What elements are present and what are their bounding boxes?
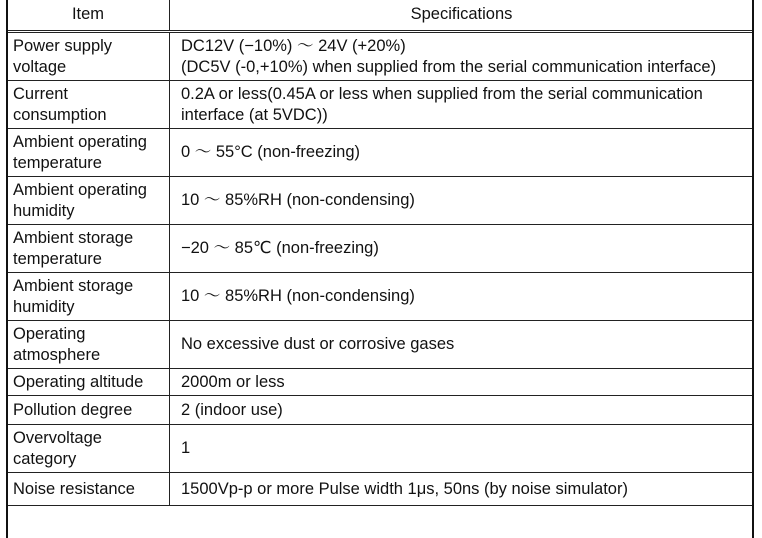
table-row [7, 177, 754, 225]
row-spec [170, 177, 754, 225]
spec-line: 1 [181, 439, 191, 457]
row-item [7, 273, 170, 321]
item-line: voltage [13, 57, 67, 76]
table-row [7, 32, 754, 81]
spec-line: DC12V (−10%) 〜 24V (+20%) [181, 36, 406, 55]
row-item [7, 321, 170, 369]
table-left-border [6, 0, 8, 538]
row-item [7, 81, 170, 129]
item-line: Operating altitude [13, 372, 144, 391]
row-spec [170, 32, 754, 81]
row-spec [170, 396, 754, 425]
row-spec [170, 321, 754, 369]
spec-line: (DC5V (-0,+10%) when supplied from the serial communication interface) [181, 57, 717, 76]
table-row [7, 321, 754, 369]
item-line: Ambient storage [13, 228, 134, 247]
spec-line: 2000m or less [181, 372, 285, 391]
item-line: temperature [13, 153, 102, 172]
spec-line: 1500Vp-p or more Pulse width 1μs, 50ns (by noise simulator) [181, 479, 628, 498]
spec-line: −20 〜 85℃ (non-freezing) [181, 239, 379, 257]
item-line: humidity [13, 297, 75, 316]
table-row [7, 81, 754, 129]
spec-line: 10 〜 85%RH (non-condensing) [181, 191, 415, 209]
item-column-header: Item [7, 0, 170, 32]
specifications-column-header: Specifications [170, 0, 754, 32]
row-spec [170, 225, 754, 273]
table-header-row [7, 0, 754, 32]
spec-line: 2 (indoor use) [181, 400, 283, 419]
item-line: humidity [13, 201, 75, 220]
row-spec [170, 273, 754, 321]
row-spec [170, 81, 754, 129]
item-line: Overvoltage [13, 428, 102, 447]
row-spec [170, 473, 754, 506]
item-line: Power supply [13, 36, 113, 55]
table-row [7, 369, 754, 396]
table-row [7, 225, 754, 273]
row-item [7, 177, 170, 225]
item-line: Ambient storage [13, 276, 134, 295]
row-item [7, 425, 170, 473]
item-line: consumption [13, 105, 107, 124]
table-row [7, 396, 754, 425]
spec-line: 0 〜 55°C (non-freezing) [181, 143, 361, 161]
table-row [7, 129, 754, 177]
item-line: Noise resistance [13, 479, 135, 498]
row-item [7, 396, 170, 425]
item-line: Ambient operating [13, 180, 147, 199]
item-line: Ambient operating [13, 132, 147, 151]
spec-line: 0.2A or less(0.45A or less when supplied from the serial communication [181, 84, 703, 103]
row-item [7, 473, 170, 506]
table-row [7, 425, 754, 473]
item-line: Current [13, 84, 69, 103]
item-line: Pollution degree [13, 400, 133, 419]
row-spec [170, 425, 754, 473]
item-line: category [13, 449, 77, 468]
row-spec [170, 129, 754, 177]
spec-line: interface (at 5VDC)) [181, 105, 328, 124]
row-item [7, 225, 170, 273]
row-item [7, 129, 170, 177]
specifications-table [6, 0, 754, 506]
item-line: atmosphere [13, 345, 101, 364]
item-line: temperature [13, 249, 102, 268]
table-row [7, 473, 754, 506]
table-right-border [752, 0, 754, 538]
row-spec [170, 369, 754, 396]
row-item [7, 369, 170, 396]
row-item [7, 32, 170, 81]
spec-line: 10 〜 85%RH (non-condensing) [181, 287, 415, 305]
spec-line: No excessive dust or corrosive gases [181, 335, 455, 353]
item-line: Operating [13, 324, 86, 343]
table-row [7, 273, 754, 321]
